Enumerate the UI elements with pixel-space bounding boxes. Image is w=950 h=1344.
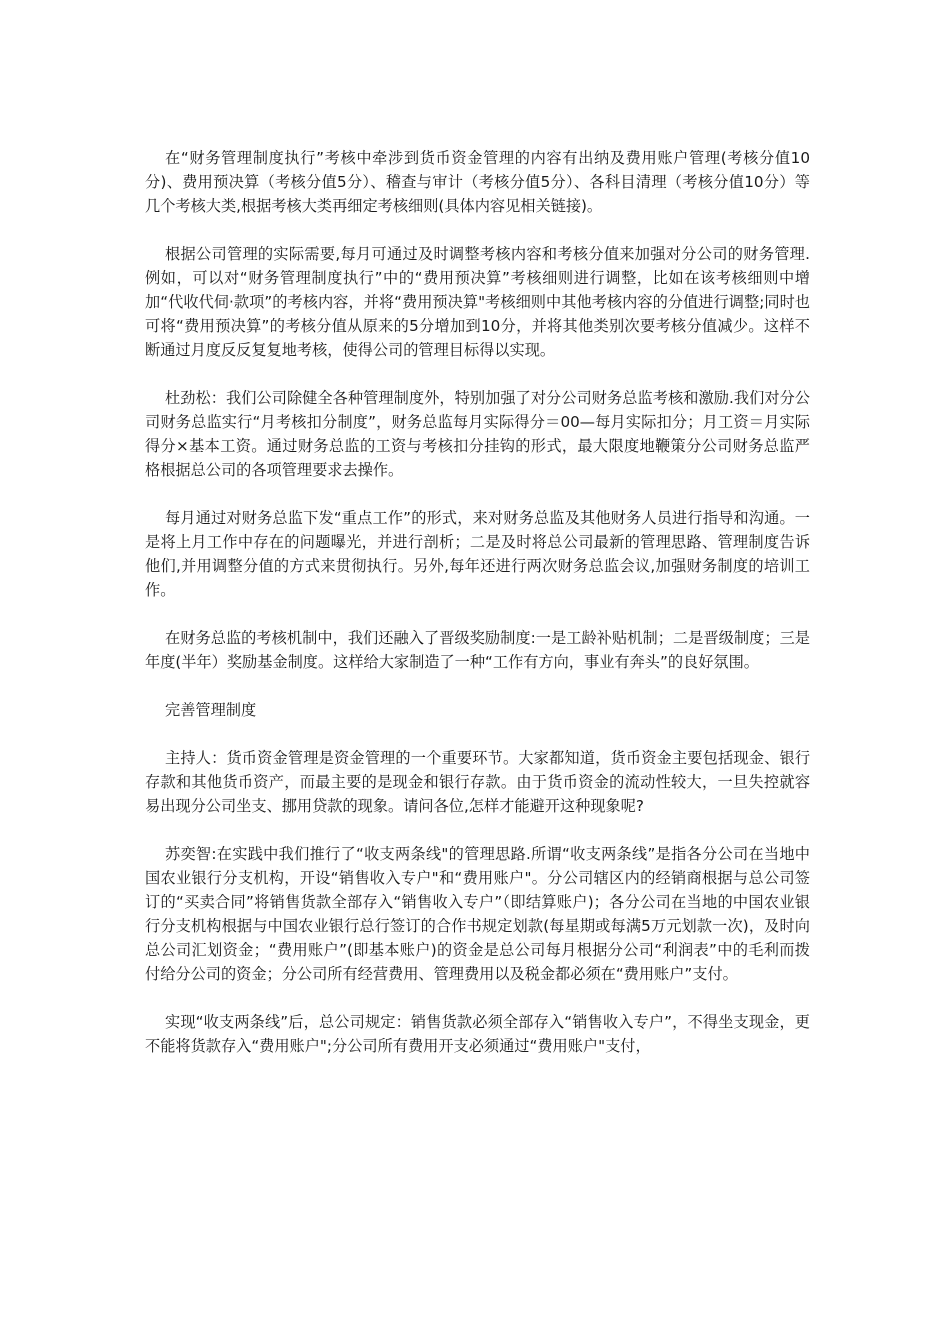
paragraph-assessment-categories: 在“财务管理制度执行”考核中牵涉到货币资金管理的内容有出纳及费用账户管理(考核分值10分)、费用预决算（考核分值5分）、稽查与审计（考核分值5分）、各科目清理（考核分值10分）等几个考核大类,根据考核大类再细定考核细则(具体内容见相关链接)。 [145,149,810,215]
paragraph-su-yizhi: 苏奕智:在实践中我们推行了“收支两条线"的管理思路.所谓“收支两条线”是指各分公司在当地中国农业银行分支机构，开设“销售收入专户"和“费用账户"。分公司辖区内的经销商根据与总公司签订的“买卖合同”将销售货款全部存入“销售收入专户”（即结算账户)；各分公司在当地的中国农业银行分支机构根据与中国农业银行总行签订的合作书规定划款(每星期或每满5万元划款一次)，及时向总公司汇划资金；“费用账户”(即基本账户)的资金是总公司每月根据分公司“利润表”中的毛利而拨付给分公司的资金；分公司所有经营费用、管理费用以及税金都必须在“费用账户”支付。 [145,845,810,983]
paragraph-du-jinsong: 杜劲松：我们公司除健全各种管理制度外，特别加强了对分公司财务总监考核和激励.我们对分公司财务总监实行“月考核扣分制度”，财务总监每月实际得分＝00—每月实际扣分；月工资＝月实际得分×基本工资。通过财务总监的工资与考核扣分挂钩的形式，最大限度地鞭策分公司财务总监严格根据总公司的各项管理要求去操作。 [145,389,810,479]
section-heading: 完善管理制度 [165,701,257,719]
paragraph-promotion-incentives: 在财务总监的考核机制中，我们还融入了晋级奖励制度:一是工龄补贴机制；二是晋级制度；三是年度(半年）奖励基金制度。这样给大家制造了一种“工作有方向，事业有奔头”的良好氛围。 [145,629,810,671]
paragraph-two-lines-rules: 实现“收支两条线”后，总公司规定：销售货款必须全部存入“销售收入专户”，不得坐支现金，更不能将货款存入“费用账户";分公司所有费用开支必须通过“费用账户"支付， [145,1013,810,1055]
paragraph-key-work: 每月通过对财务总监下发“重点工作”的形式，来对财务总监及其他财务人员进行指导和沟通。一是将上月工作中存在的问题曝光，并进行剖析；二是及时将总公司最新的管理思路、管理制度告诉他们,并用调整分值的方式来贯彻执行。另外,每年还进行两次财务总监会议,加强财务制度的培训工作。 [145,509,810,599]
document-page [145,146,810,1082]
paragraph-host-question: 主持人：货币资金管理是资金管理的一个重要环节。大家都知道，货币资金主要包括现金、银行存款和其他货币资产，而最主要的是现金和银行存款。由于货币资金的流动性较大，一旦失控就容易出现分公司坐支、挪用贷款的现象。请问各位,怎样才能避开这种现象呢? [145,749,810,815]
paragraph-monthly-adjustment: 根据公司管理的实际需要,每月可通过及时调整考核内容和考核分值来加强对分公司的财务管理.例如，可以对“财务管理制度执行”中的“费用预决算”考核细则进行调整，比如在该考核细则中增加“代收代伺·款项”的考核内容，并将“费用预决算"考核细则中其他考核内容的分值进行调整;同时也可将“费用预决算”的考核分值从原来的5分增加到10分，并将其他类别次要考核分值减少。这样不断通过月度反反复复地考核，使得公司的管理目标得以实现。 [145,245,810,359]
